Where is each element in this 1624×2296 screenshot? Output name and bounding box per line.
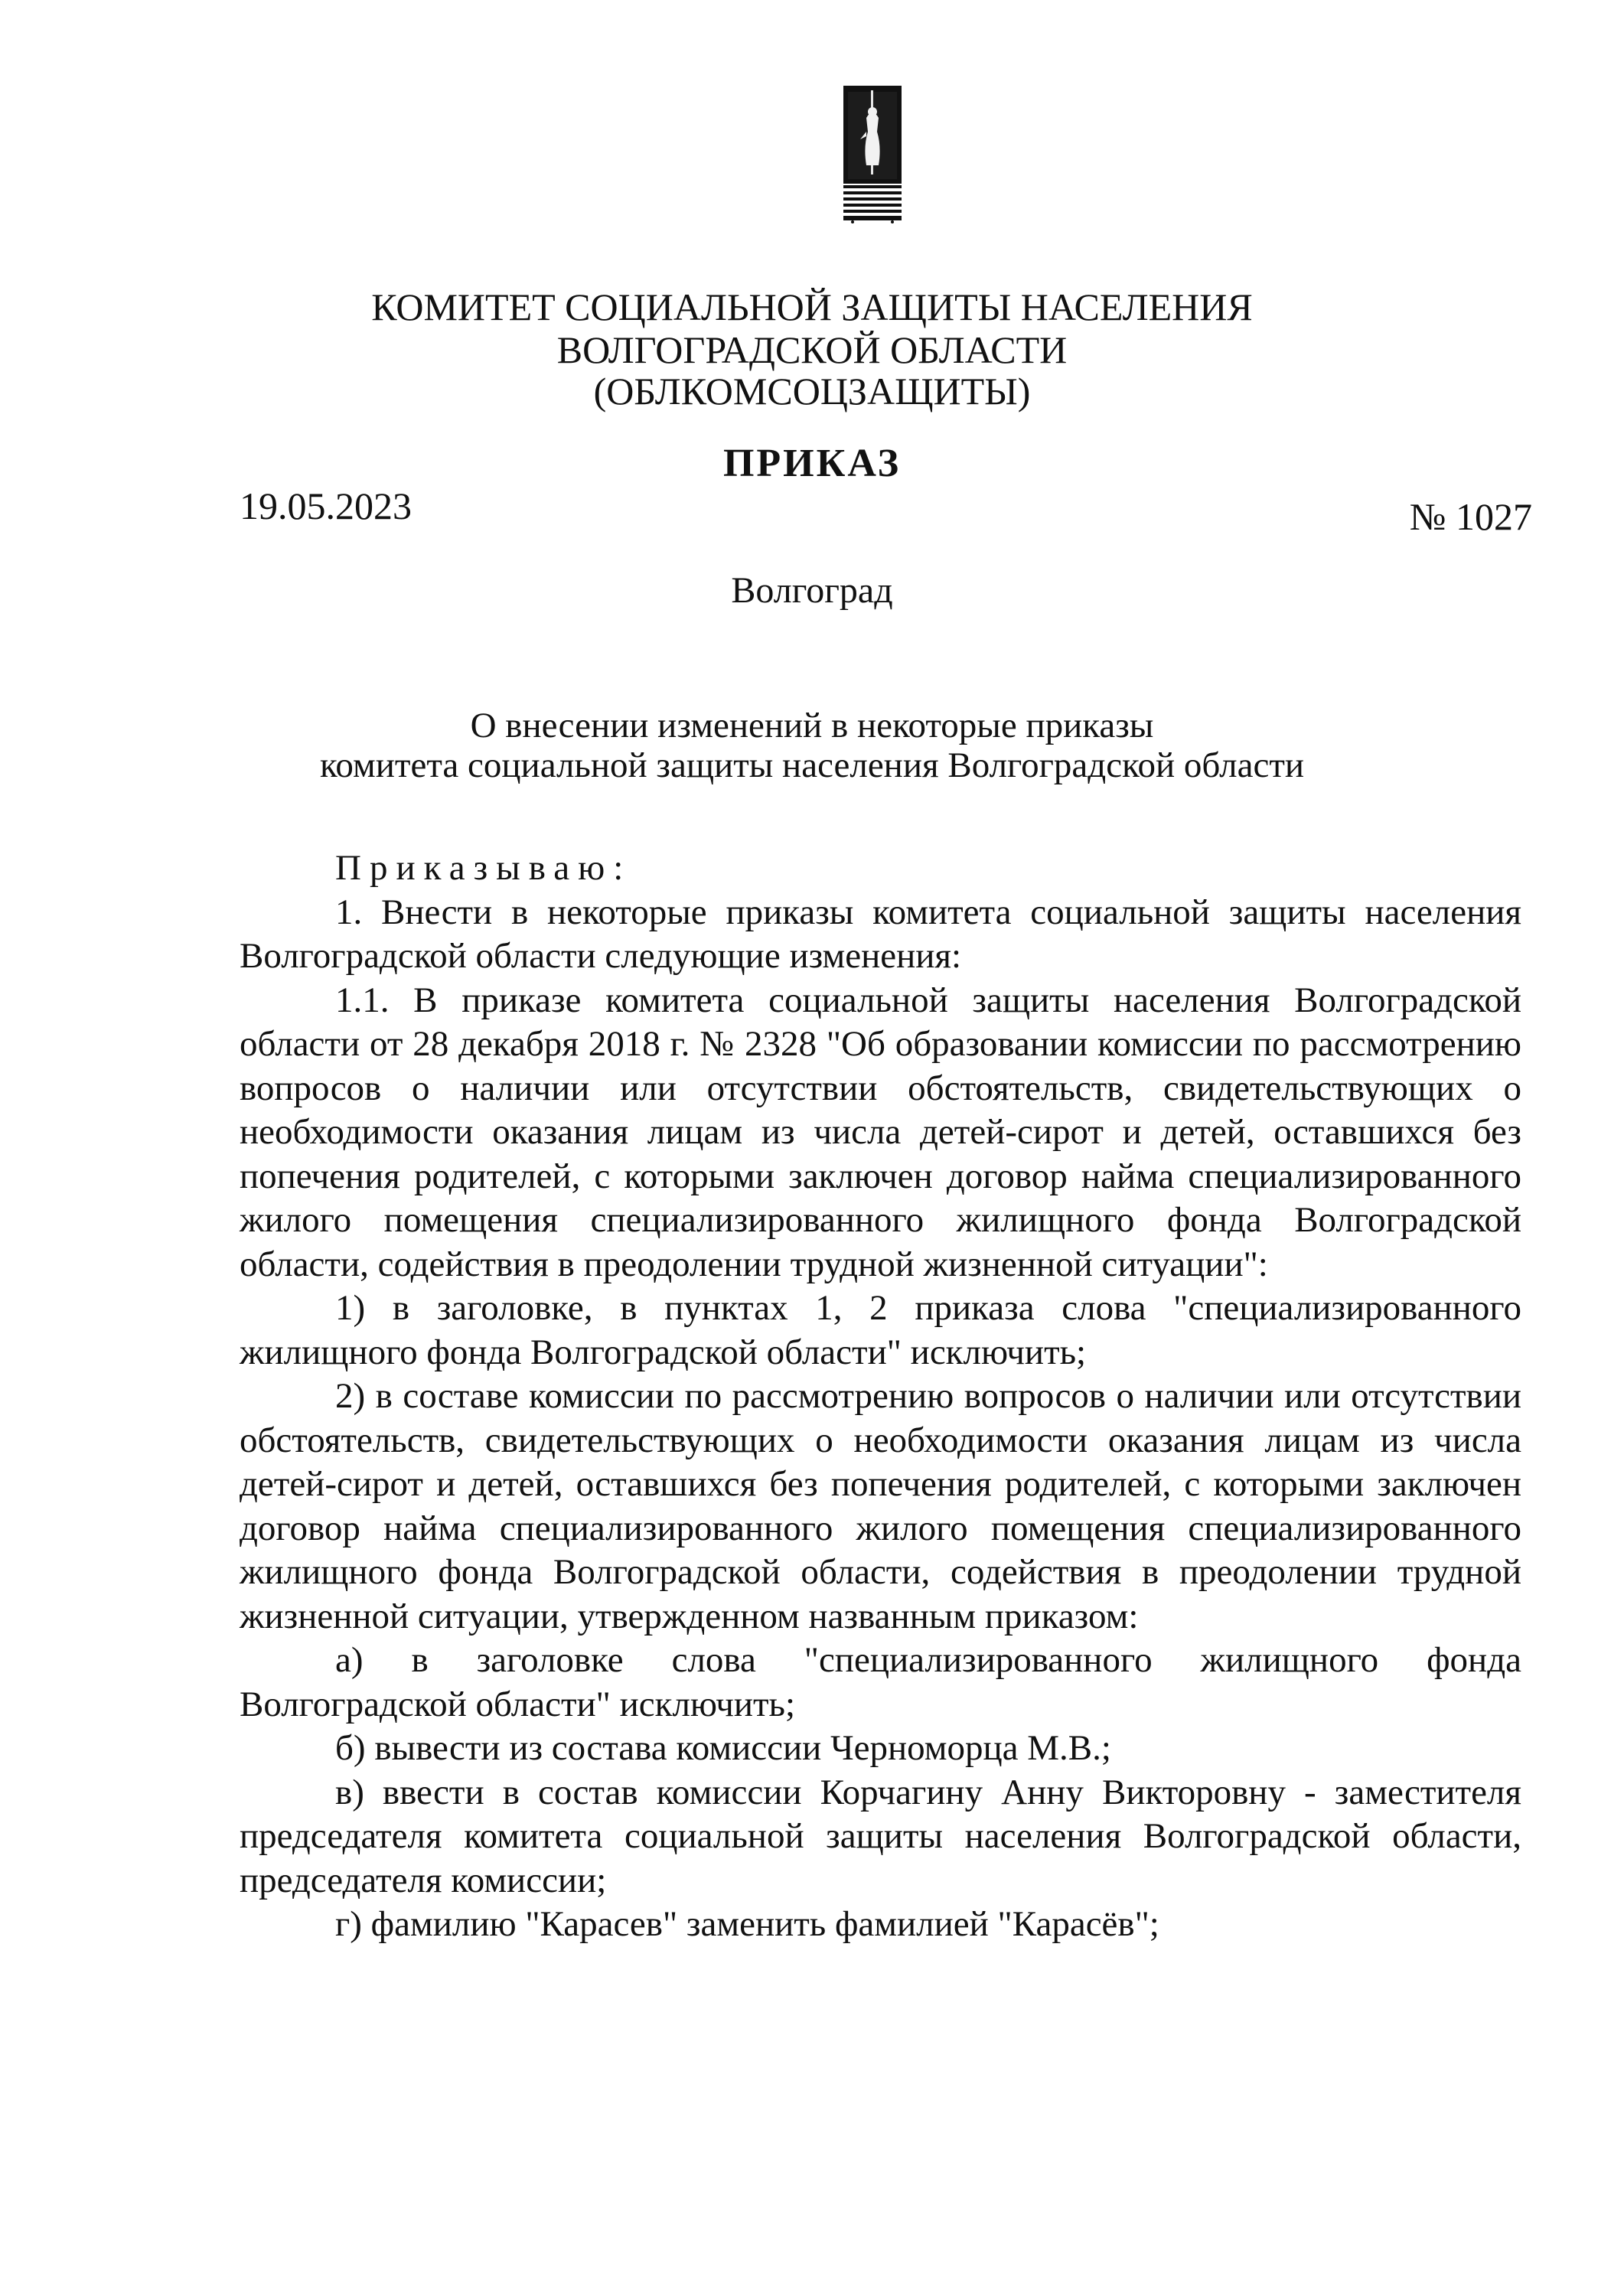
document-type-title: ПРИКАЗ — [722, 442, 902, 485]
order-body — [240, 846, 1521, 1947]
org-name-line1: КОМИТЕТ СОЦИАЛЬНОЙ ЗАЩИТЫ НАСЕЛЕНИЯ — [371, 285, 1253, 328]
city-name: Волгоград — [731, 570, 893, 611]
paragraph-1: 1. Внести в некоторые приказы комитета социальной защиты населения Волгоградской области следующие изменения: — [240, 892, 1521, 976]
order-directive: Приказываю: — [335, 848, 632, 888]
org-name-line2: ВОЛГОГРАДСКОЙ ОБЛАСТИ — [556, 328, 1068, 371]
sub-item-v: в) ввести в состав комиссии Корчагину Анну Викторовну - заместителя председателя комитета социальной защиты населения Волгоградской области, председателя комиссии; — [240, 1772, 1521, 1900]
list-item-2: 2) в составе комиссии по рассмотрению вопросов о наличии или отсутствии обстоятельств, свидетельствующих о необходимости оказания лицам из числа детей-сирот и детей, оставшихся без попечения родителей, с которыми заключен договор найма специализированного жилого помещения специализированного жилищного фонда Волгоградской области, содействия в преодолении трудной жизненной ситуации, утвержденном названным приказом: — [240, 1376, 1521, 1636]
order-date: 19.05.2023 — [240, 484, 412, 527]
order-subject — [0, 706, 1624, 785]
sub-item-b: б) вывести из состава комиссии Черноморца М.В.; — [335, 1728, 1111, 1768]
org-name-line3: (ОБЛКОМСОЦЗАЩИТЫ) — [593, 370, 1031, 413]
subject-line1: О внесении изменений в некоторые приказы — [470, 706, 1154, 745]
paragraph-1-1: 1.1. В приказе комитета социальной защиты населения Волгоградской области от 28 декабря 2018 г. № 2328 "Об образовании комиссии по рассмотрению вопросов о наличии или отсутствии обстоятельств, свидетельствующих о необходимости оказания лицам из числа детей-сирот и детей, оставшихся без попечения родителей, с которыми заключен договор найма специализированного жилого помещения специализированного жилищного фонда Волгоградской области, содействия в преодолении трудной жизненной ситуации": — [240, 980, 1521, 1284]
coat-of-arms-emblem — [843, 86, 902, 223]
sub-item-g: г) фамилию "Карасев" заменить фамилией "Карасёв"; — [335, 1904, 1159, 1944]
order-number: № 1027 — [1409, 495, 1532, 538]
subject-line2: комитета социальной защиты населения Волгоградской области — [319, 745, 1305, 785]
sub-item-a: а) в заголовке слова "специализированного жилищного фонда Волгоградской области" исключить; — [240, 1640, 1521, 1724]
list-item-1: 1) в заголовке, в пунктах 1, 2 приказа слова "специализированного жилищного фонда Волгоградской области" исключить; — [240, 1288, 1521, 1372]
